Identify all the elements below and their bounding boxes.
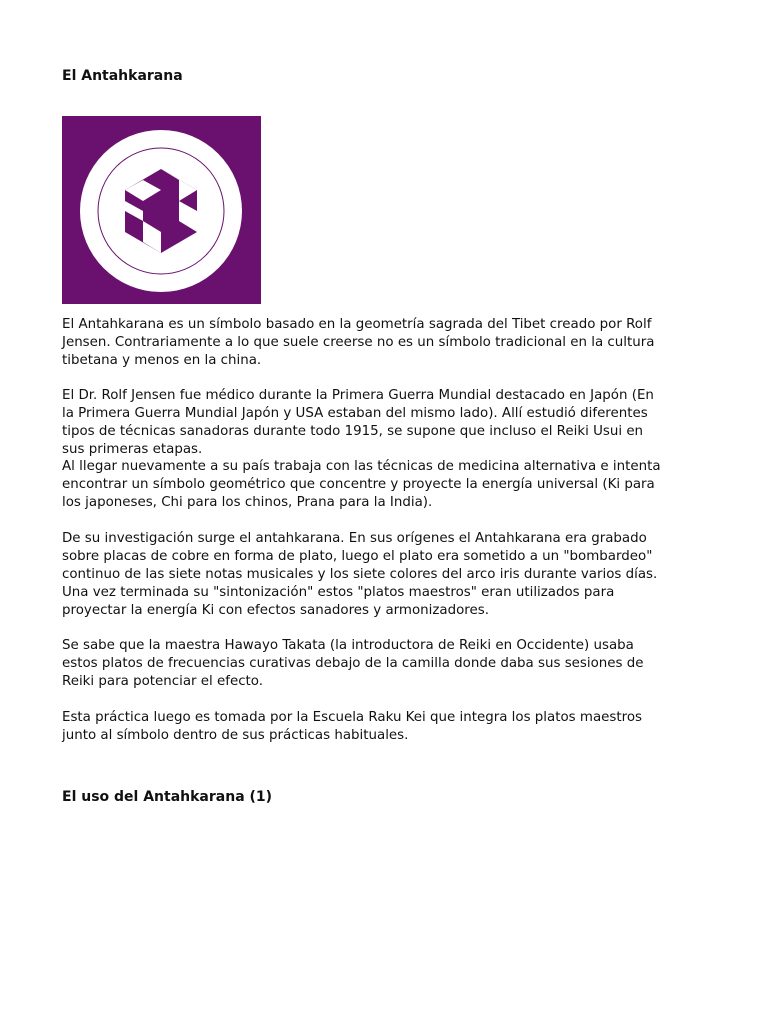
document-title: El Antahkarana (62, 68, 183, 84)
paragraph-5: Se sabe que la maestra Hawayo Takata (la introductora de Reiki en Occidente) usaba estos platos de frecuencias curativas debajo de la camilla donde daba sus sesiones de Reiki para potenciar el efecto. (62, 638, 644, 689)
paragraph-4: De su investigación surge el antahkarana. En sus orígenes el Antahkarana era grabado sobre placas de cobre en forma de plato, luego el plato era sometido a un "bombardeo" continuo de las siete notas musicales y los siete colores del arco iris durante varios días. Una vez terminada su "sintonización" estos "platos maestros" eran utilizados para proyectar la energía Ki con efectos sanadores y armonizadores. (62, 531, 658, 618)
antahkarana-symbol-image (62, 116, 261, 304)
antahkarana-symbol-icon (62, 116, 261, 304)
section-heading: El uso del Antahkarana (1) (62, 789, 273, 805)
paragraph-1: El Antahkarana es un símbolo basado en la geometría sagrada del Tibet creado por Rolf Jensen. Contrariamente a lo que suele creerse no es un símbolo tradicional en la cultura tibetana y menos en la china. (62, 317, 655, 368)
paragraph-3: Al llegar nuevamente a su país trabaja con las técnicas de medicina alternativa e intenta encontrar un símbolo geométrico que concentre y proyecte la energía universal (Ki para los japoneses, Chi para los chinos, Prana para la India). (62, 459, 661, 510)
paragraph-2: El Dr. Rolf Jensen fue médico durante la Primera Guerra Mundial destacado en Japón (En la Primera Guerra Mundial Japón y USA estaban del mismo lado). Allí estudió diferentes tipos de técnicas sanadoras durante todo 1915, se supone que incluso el Reiki Usui en sus primeras etapas. (62, 388, 654, 457)
paragraph-6: Esta práctica luego es tomada por la Escuela Raku Kei que integra los platos maestros junto al símbolo dentro de sus prácticas habituales. (62, 710, 643, 743)
